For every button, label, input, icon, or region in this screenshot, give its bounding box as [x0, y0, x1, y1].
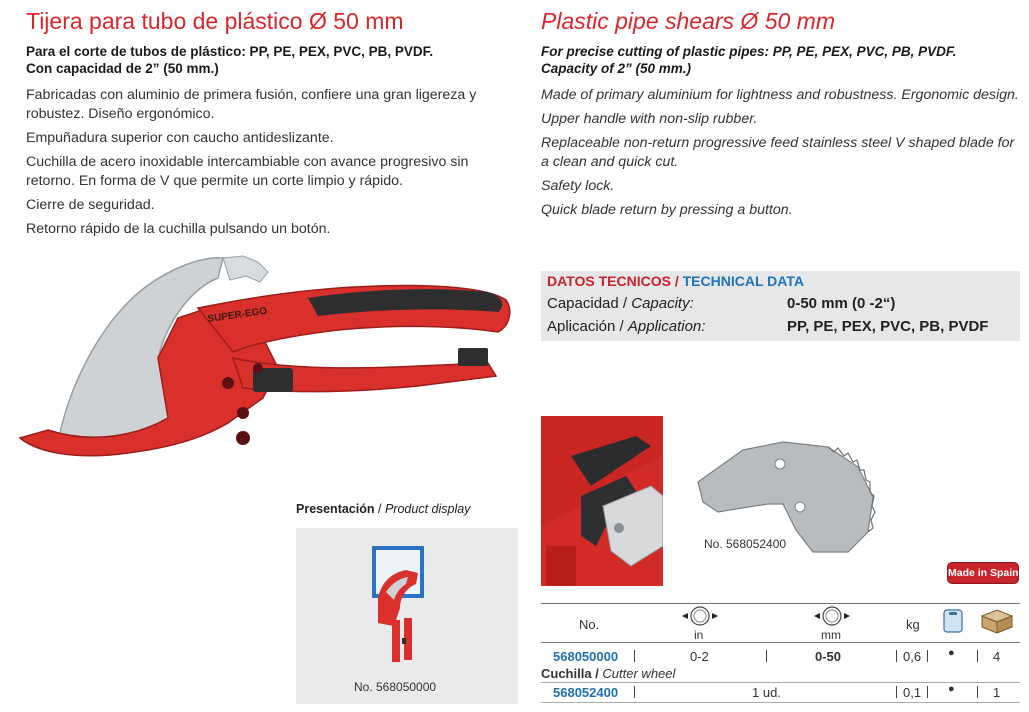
desc-es-4: Cierre de seguridad.: [26, 197, 155, 213]
table-bottom-rule: [541, 702, 1020, 703]
row1-in: 0-2: [690, 649, 709, 664]
row2-sep-1: [634, 686, 635, 698]
product-package-image: [296, 528, 518, 678]
subtitle-es-line1: Para el corte de tubos de plástico: PP, PE, PEX, PVC, PB, PVDF.: [26, 44, 434, 59]
desc-en-1: Made of primary aluminium for lightness and robustness. Ergonomic design.: [541, 87, 1019, 103]
capacity-row: [547, 295, 694, 312]
row1-box: 4: [993, 649, 1001, 664]
product-display-sep: /: [378, 502, 382, 516]
col-header-mm: mm: [821, 628, 841, 642]
application-row: [547, 318, 705, 335]
desc-en-3: Replaceable non-return progressive feed stainless steel V shaped blade for a clean and quick cut.: [541, 135, 1015, 170]
product-display-label-en: Product display: [384, 502, 471, 516]
row2-sep-4: [977, 686, 978, 698]
application-label-en: Application:: [627, 318, 706, 335]
desc-es-3: Cuchilla de acero inoxidable intercambiable con avance progresivo sin retorno. En forma de V que permite un corte limpio y rápido.: [26, 154, 469, 189]
cutter-wheel-en: Cutter wheel: [602, 666, 676, 681]
description-en: [541, 86, 1026, 225]
row1-sep-2: [766, 650, 767, 662]
pipe-diameter-mm-icon: [812, 604, 852, 628]
product-display-number: No. 568050000: [354, 680, 437, 694]
row2-sep-3: [927, 686, 928, 698]
row1-blister: ●: [948, 647, 955, 659]
made-in-spain-badge: Made in Spain: [948, 563, 1018, 583]
row1-mm: 0-50: [815, 649, 842, 664]
title-es: Tijera para tubo de plástico Ø 50 mm: [26, 8, 404, 34]
closeup-image: [541, 416, 663, 586]
tech-heading-sep: /: [674, 273, 679, 289]
desc-es-2: Empuñadura superior con caucho antideslizante.: [26, 130, 334, 146]
subtitle-es: [26, 43, 516, 77]
cutter-wheel-es: Cuchilla /: [541, 666, 599, 681]
desc-es-1: Fabricadas con aluminio de primera fusión, confiere una gran ligereza y robustez. Diseño ergonómico.: [26, 87, 477, 122]
row1-kg: 0,6: [903, 649, 922, 664]
desc-en-4: Safety lock.: [541, 178, 615, 194]
row2-qty: 1 ud.: [752, 685, 781, 700]
technical-data-heading: [547, 273, 804, 289]
col-header-kg: kg: [906, 617, 920, 632]
technical-data-panel: [541, 271, 1020, 341]
box-icon: [980, 606, 1014, 634]
product-display-box: [296, 528, 518, 704]
desc-en-5: Quick blade return by pressing a button.: [541, 202, 793, 218]
subtitle-en-line2: Capacity of 2” (50 mm.): [541, 61, 692, 76]
row2-kg: 0,1: [903, 685, 922, 700]
row1-sep-5: [977, 650, 978, 662]
table-header-rule: [541, 642, 1020, 643]
subtitle-es-line2: Con capacidad de 2” (50 mm.): [26, 61, 219, 76]
tool-brand-label: SUPER-EGO: [206, 305, 268, 325]
pipe-shears-image: [18, 248, 518, 508]
row1-sep-1: [634, 650, 635, 662]
product-display-label: [296, 502, 470, 516]
col-header-in: in: [694, 628, 704, 642]
row2-box: 1: [993, 685, 1001, 700]
blade-number: No. 568052400: [704, 537, 787, 551]
pipe-diameter-in-icon: [680, 604, 720, 628]
subtitle-en-line1: For precise cutting of plastic pipes: PP, PE, PEX, PVC, PB, PVDF.: [541, 44, 957, 59]
capacity-label-es: Capacidad /: [547, 295, 628, 312]
row1-sep-3: [896, 650, 897, 662]
desc-es-5: Retorno rápido de la cuchilla pulsando un botón.: [26, 221, 331, 237]
subtitle-en: [541, 43, 1026, 77]
table-top-rule: [541, 603, 1020, 604]
application-value: PP, PE, PEX, PVC, PB, PVDF: [787, 318, 989, 335]
capacity-value: 0-50 mm (0 -2“): [787, 295, 896, 312]
col-header-no: No.: [579, 617, 600, 632]
desc-en-2: Upper handle with non-slip rubber.: [541, 111, 758, 127]
row2-code: 568052400: [553, 685, 619, 700]
title-en: Plastic pipe shears Ø 50 mm: [541, 8, 836, 34]
product-display-label-es: Presentación: [296, 502, 375, 516]
cutter-wheel-section: [541, 666, 675, 681]
row2-blister: ●: [948, 683, 955, 695]
row2-sep-2: [896, 686, 897, 698]
tech-heading-es: DATOS TECNICOS: [547, 273, 671, 289]
description-es: [26, 86, 516, 244]
row1-code: 568050000: [553, 649, 619, 664]
row1-sep-4: [927, 650, 928, 662]
application-label-es: Aplicación /: [547, 318, 624, 335]
tech-heading-en: TECHNICAL DATA: [682, 273, 804, 289]
capacity-label-en: Capacity:: [631, 295, 694, 312]
blister-pack-icon: [942, 608, 964, 634]
